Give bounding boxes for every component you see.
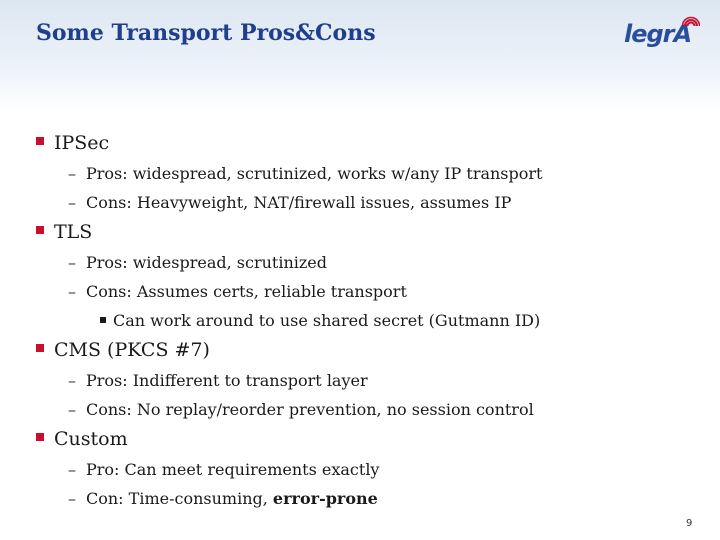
bullet-label: TLS bbox=[54, 221, 93, 243]
sub-bullet-text: Pros: widespread, scrutinized, works w/any IP transport bbox=[86, 164, 543, 183]
bullet-tls bbox=[36, 221, 92, 243]
dash-marker: – bbox=[68, 371, 76, 390]
bullet-marker bbox=[36, 137, 44, 145]
sub-sub-bullet-tls bbox=[100, 311, 540, 330]
sub-bullet-custom-con bbox=[68, 489, 378, 508]
sub-bullet-text: Cons: No replay/reorder prevention, no session control bbox=[86, 400, 534, 419]
sub-sub-bullet-text: Can work around to use shared secret (Gutmann ID) bbox=[113, 311, 541, 330]
bullet-marker bbox=[36, 344, 44, 352]
sub-bullet-tls-pros bbox=[68, 253, 327, 272]
sub-bullet-text: Pros: Indifferent to transport layer bbox=[86, 371, 368, 390]
sub-bullet-text: Cons: Heavyweight, NAT/firewall issues, assumes IP bbox=[86, 193, 512, 212]
bullet-custom bbox=[36, 428, 128, 450]
bullet-ipsec bbox=[36, 132, 109, 154]
logo-wordmark: legrA bbox=[624, 20, 692, 48]
bullet-marker bbox=[100, 317, 106, 323]
sub-bullet-cms-cons bbox=[68, 400, 534, 419]
dash-marker: – bbox=[68, 164, 76, 183]
sub-bullet-custom-pro bbox=[68, 460, 379, 479]
slide-title: Some Transport Pros&Cons bbox=[36, 20, 376, 46]
sub-bullet-tls-cons bbox=[68, 282, 407, 301]
sub-bullet-ipsec-pros bbox=[68, 164, 542, 183]
dash-marker: – bbox=[68, 282, 76, 301]
dash-marker: – bbox=[68, 460, 76, 479]
bullet-label: CMS (PKCS #7) bbox=[54, 339, 210, 361]
bullet-marker bbox=[36, 433, 44, 441]
emphasis-text: error-prone bbox=[272, 489, 378, 508]
dash-marker: – bbox=[68, 489, 76, 508]
sub-bullet-cms-pros bbox=[68, 371, 368, 390]
bullet-label: Custom bbox=[54, 428, 128, 450]
sub-bullet-text: Pro: Can meet requirements exactly bbox=[86, 460, 380, 479]
dash-marker: – bbox=[68, 400, 76, 419]
dash-marker: – bbox=[68, 253, 76, 272]
sub-bullet-text: Cons: Assumes certs, reliable transport bbox=[86, 282, 407, 301]
bullet-label: IPSec bbox=[54, 132, 110, 154]
page-number: 9 bbox=[686, 518, 693, 529]
sub-bullet-ipsec-cons bbox=[68, 193, 511, 212]
sub-bullet-text: Pros: widespread, scrutinized bbox=[86, 253, 328, 272]
sub-bullet-text: Con: Time-consuming, bbox=[86, 489, 273, 508]
bullet-marker bbox=[36, 226, 44, 234]
bullet-cms bbox=[36, 339, 210, 361]
dash-marker: – bbox=[68, 193, 76, 212]
